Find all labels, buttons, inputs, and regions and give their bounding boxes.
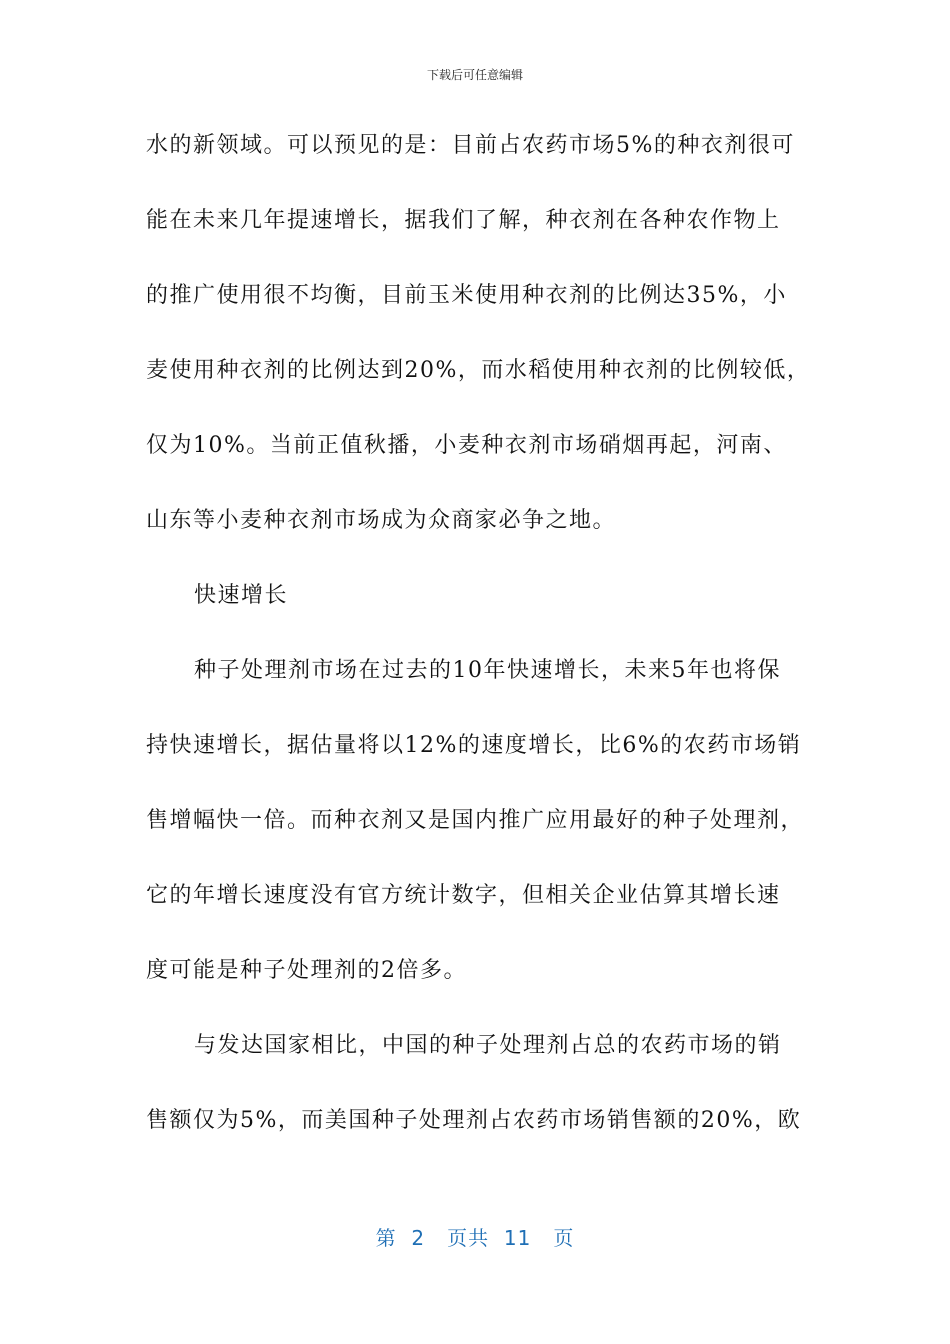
body-line: 山东等小麦种衣剂市场成为众商家必争之地。 xyxy=(146,508,617,533)
body-line: 种子处理剂市场在过去的10年快速增长，未来5年也将保 xyxy=(194,658,781,683)
body-line: 售增幅快一倍。而种衣剂又是国内推广应用最好的种子处理剂， xyxy=(146,808,805,833)
body-line: 能在未来几年提速增长，据我们了解，种衣剂在各种农作物上 xyxy=(146,208,781,233)
page-header: 下载后可任意编辑 xyxy=(426,68,523,82)
body-line: 与发达国家相比，中国的种子处理剂占总的农药市场的销 xyxy=(194,1033,782,1058)
body-line: 持快速增长，据估量将以12%的速度增长，比6%的农药市场销 xyxy=(146,733,802,758)
body-line: 水的新领域。可以预见的是：目前占农药市场5%的种衣剂很可 xyxy=(146,133,795,158)
page-number-footer: 第 2 页共 11 页 xyxy=(375,1226,575,1250)
body-line: 它的年增长速度没有官方统计数字，但相关企业估算其增长速 xyxy=(146,883,781,908)
section-heading: 快速增长 xyxy=(194,583,289,608)
body-line: 仅为10%。当前正值秋播，小麦种衣剂市场硝烟再起，河南、 xyxy=(146,433,787,458)
body-line: 的推广使用很不均衡，目前玉米使用种衣剂的比例达35%，小 xyxy=(146,283,787,308)
body-line: 度可能是种子处理剂的2倍多。 xyxy=(146,958,467,983)
body-line: 麦使用种衣剂的比例达到20%，而水稻使用种衣剂的比例较低， xyxy=(146,358,811,383)
document-body xyxy=(146,123,816,1173)
body-line: 售额仅为5%，而美国种子处理剂占农药市场销售额的20%，欧 xyxy=(146,1108,802,1133)
